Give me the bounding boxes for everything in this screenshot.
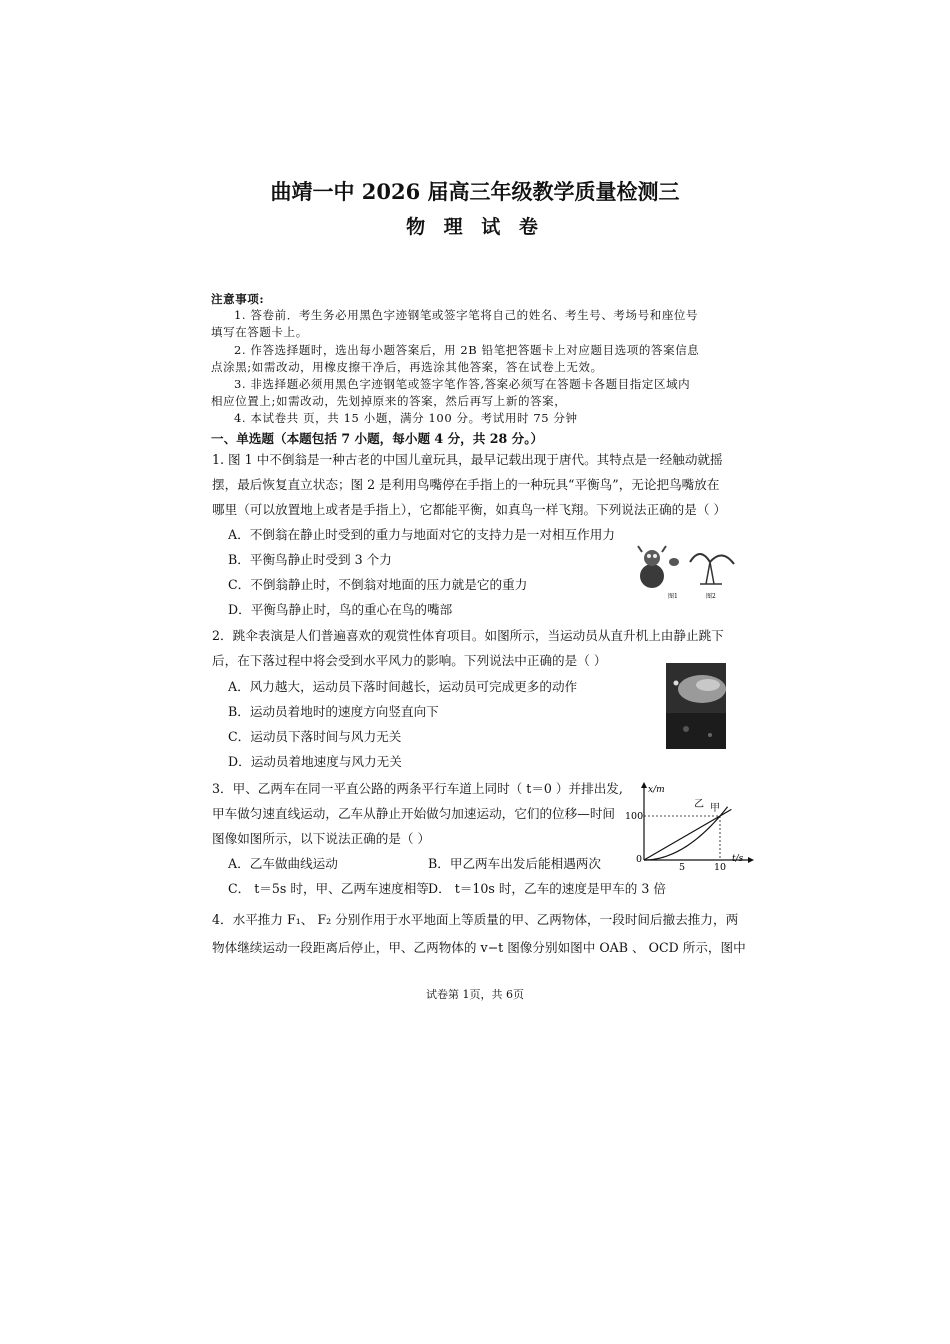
q1-text: 哪里（可以放置地上或者是手指上），它都能平衡，如真鸟一样飞翔。下列说法正确的是（ ） (212, 502, 727, 517)
x-tick-5: 5 (679, 862, 686, 872)
y-tick-100: 100 (625, 811, 644, 822)
series-yi-curve (644, 807, 728, 860)
q2-option-a: A．风力越大，运动员下落时间越长，运动员可完成更多的动作 (228, 679, 578, 694)
notice-line: 1. 答卷前．考生务必用黑色字迹钢笔或签字笔将自己的姓名、考生号、考场号和座位号 (234, 308, 699, 322)
x-tick-10: 10 (714, 862, 727, 872)
q1-text: 摆，最后恢复直立状态；图 2 是利用鸟嘴停在手指上的一种玩具“平衡鸟”，无论把鸟嘴放在 (212, 477, 720, 492)
notice-line: 填写在答题卡上。 (211, 325, 308, 339)
label-yi: 乙 (694, 799, 704, 810)
x-axis-arrow (748, 857, 754, 863)
page-footer: 试卷第 1页，共 6页 (426, 988, 524, 1001)
q4-text: 物体继续运动一段距离后停止，甲、乙两物体的 v−t 图像分别如图中 OAB 、 OCD 所示，图中 (212, 940, 746, 955)
notice-heading: 注意事项: (211, 292, 265, 306)
q3-option-c: C． t＝5s 时，甲、乙两车速度相等 (228, 881, 429, 896)
label-jia: 甲 (710, 803, 720, 814)
origin-label: 0 (636, 854, 643, 865)
q1-option-b: B．平衡鸟静止时受到 3 个力 (228, 552, 392, 567)
q3-option-b: B．甲乙两车出发后能相遇两次 (428, 856, 601, 871)
q4-text: 4．水平推力 F₁、 F₂ 分别作用于水平地面上等质量的甲、乙两物体，一段时间后撤去推力，两 (212, 912, 739, 927)
balance-bird-figure (690, 554, 734, 584)
q1-option-d: D．平衡鸟静止时，鸟的重心在鸟的嘴部 (228, 602, 453, 617)
q3-xt-graph (624, 778, 756, 872)
notice-line: 2. 作答选择题时，选出每小题答案后，用 2B 铅笔把答题卡上对应题目选项的答案信息 (234, 343, 700, 357)
section-heading: 一、单选题（本题包括 7 小题，每小题 4 分，共 28 分。） (211, 431, 544, 446)
notice-line: 4. 本试卷共 页，共 15 小题，满分 100 分。考试用时 75 分钟 (234, 411, 578, 425)
q2-option-c: C．运动员下落时间与风力无关 (228, 729, 402, 744)
notice-line: 点涂黑;如需改动，用橡皮擦干净后，再选涂其他答案，答在试卷上无效。 (211, 360, 603, 374)
skydiving-photo (666, 663, 726, 749)
y-axis-arrow (641, 782, 647, 788)
exam-subtitle: 物 理 试 卷 (406, 216, 544, 238)
fig2-label: 图2 (706, 593, 716, 600)
exam-title: 曲靖一中 2026 届高三年级教学质量检测三 (270, 179, 680, 204)
y-axis-label: x/m (648, 785, 665, 795)
q2-text: 后，在下落过程中将会受到水平风力的影响。下列说法中正确的是（ ） (212, 653, 607, 668)
notice-line: 3. 非选择题必须用黑色字迹钢笔或签字笔作答,答案必须写在答题卡各题目指定区域内 (234, 377, 691, 391)
q3-text: 图像如图所示，以下说法正确的是（ ） (212, 831, 431, 846)
q1-option-c: C．不倒翁静止时，不倒翁对地面的压力就是它的重力 (228, 577, 528, 592)
q3-text: 甲车做匀速直线运动，乙车从静止开始做匀加速运动，它们的位移—时间 (212, 806, 615, 821)
q1-option-a: A．不倒翁在静止时受到的重力与地面对它的支持力是一对相互作用力 (228, 527, 615, 542)
q1-text: 1. 图 1 中不倒翁是一种古老的中国儿童玩具，最早记载出现于唐代。其特点是一经触动就摇 (212, 452, 723, 467)
notice-line: 相应位置上;如需改动，先划掉原来的答案，然后再写上新的答案， (211, 394, 567, 408)
q1-figures (630, 540, 740, 602)
series-jia-line (644, 809, 731, 860)
x-axis-label: t/s (732, 854, 744, 864)
q3-option-d: D． t＝10s 时，乙车的速度是甲车的 3 倍 (428, 881, 666, 896)
q3-option-a: A．乙车做曲线运动 (228, 856, 338, 871)
q2-option-d: D．运动员着地速度与风力无关 (228, 754, 402, 769)
q2-text: 2．跳伞表演是人们普遍喜欢的观赏性体育项目。如图所示，当运动员从直升机上由静止跳下 (212, 628, 724, 643)
fig1-label: 图1 (668, 593, 678, 600)
q2-option-b: B．运动员着地时的速度方向竖直向下 (228, 704, 439, 719)
q3-text: 3．甲、乙两车在同一平直公路的两条平行车道上同时（ t＝0 ）并排出发, (212, 781, 623, 796)
tumbler-figure (638, 546, 679, 588)
